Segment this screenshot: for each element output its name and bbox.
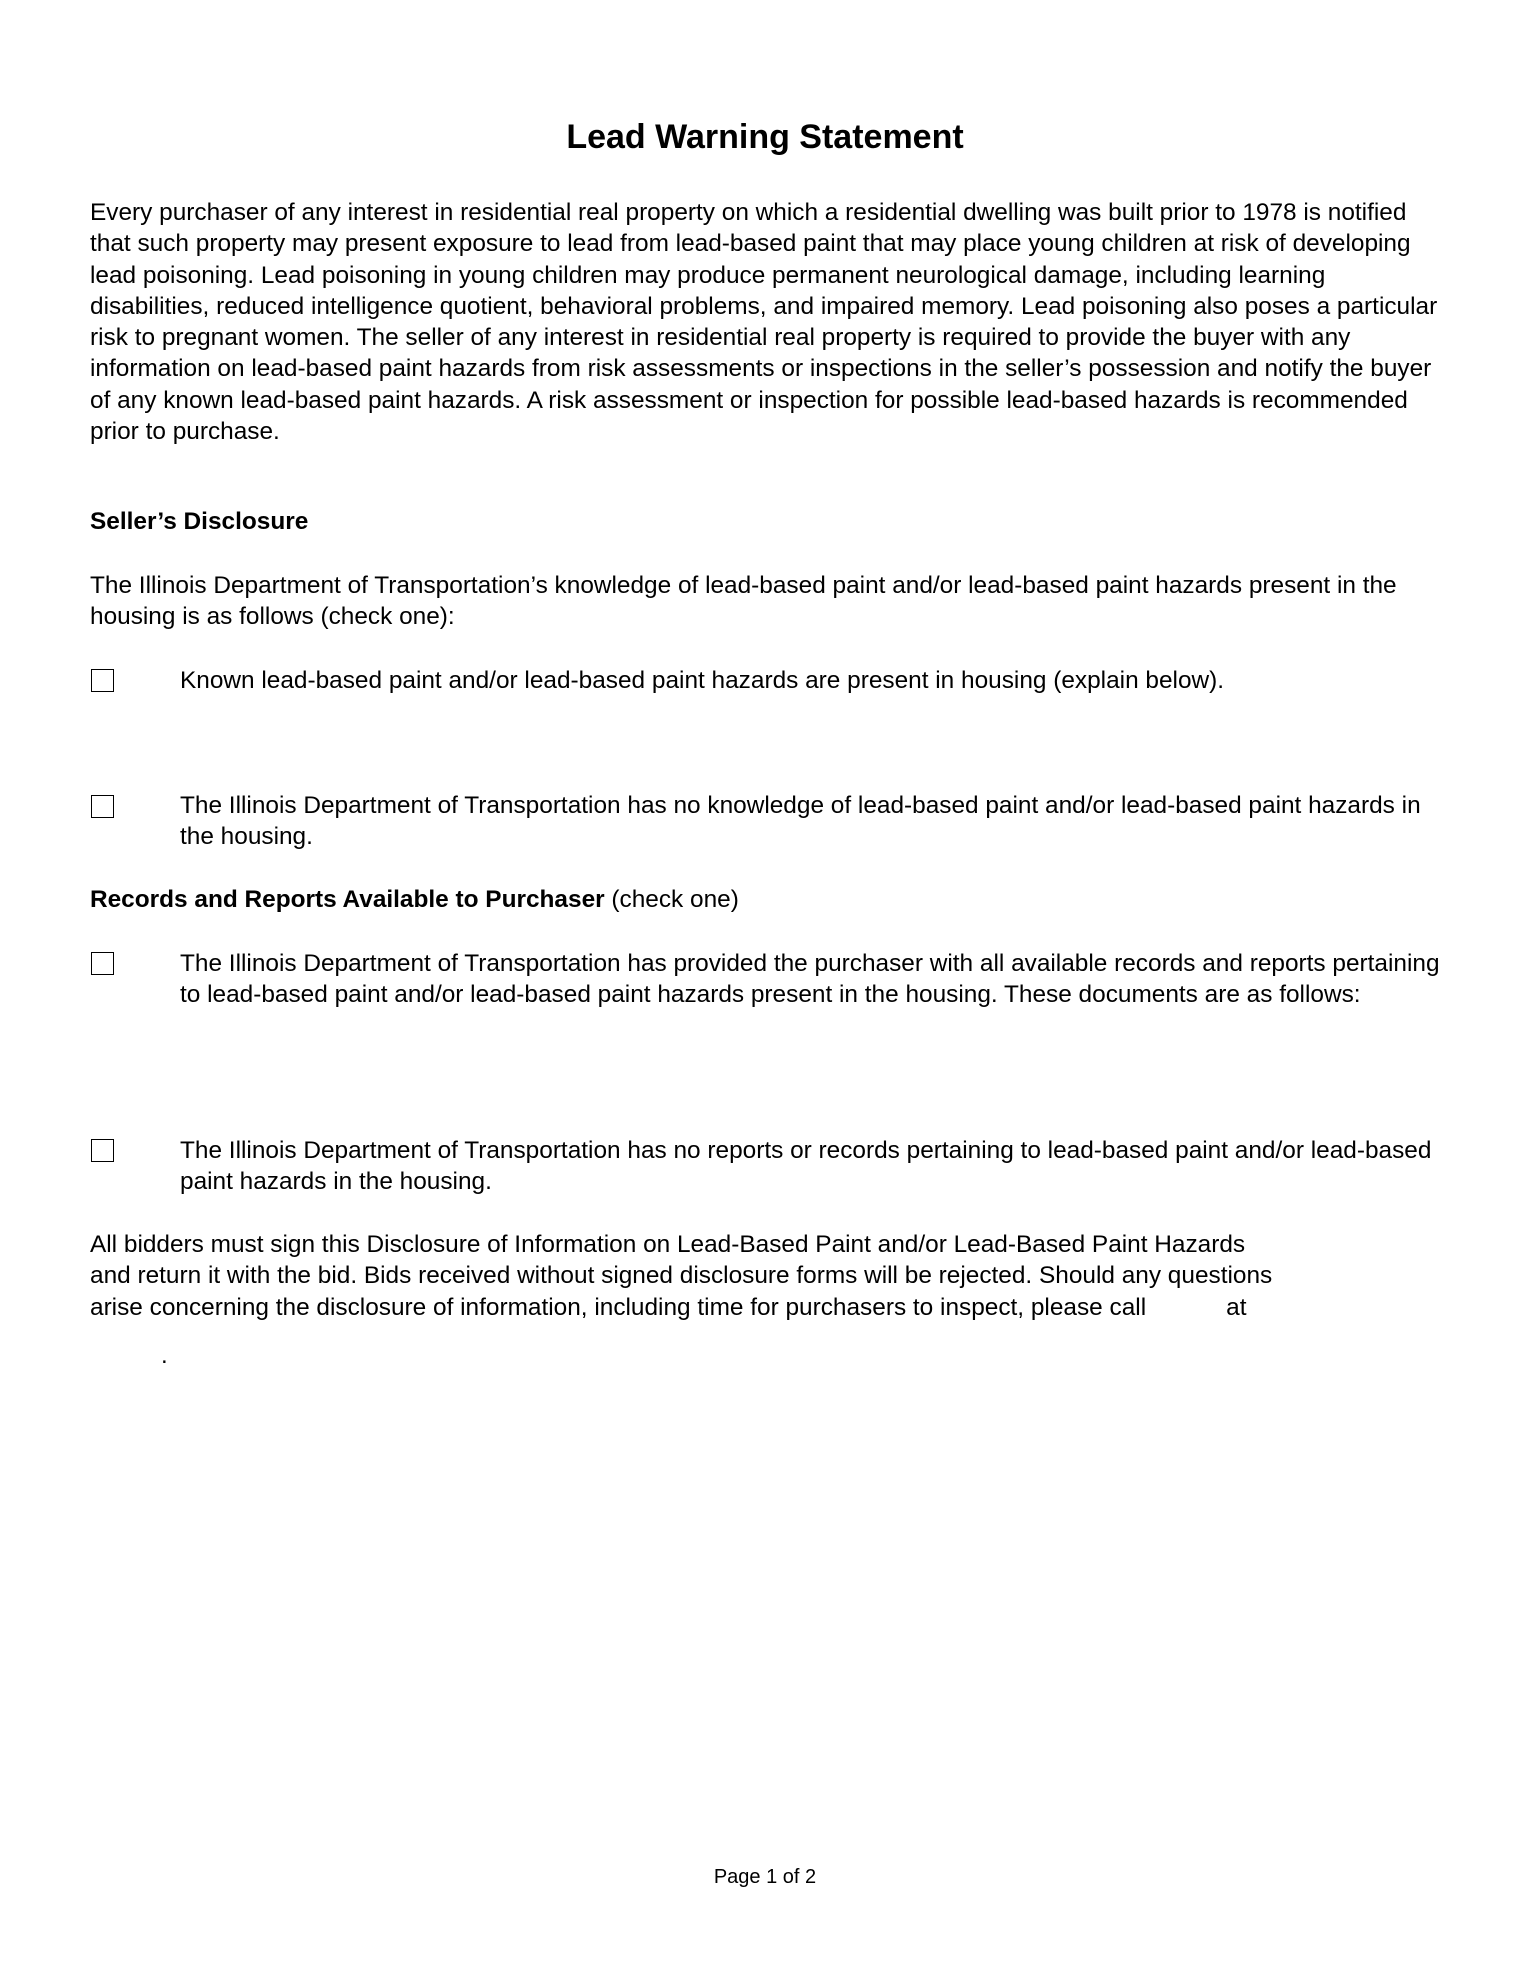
page-number: Page 1 of 2	[713, 1866, 817, 1888]
closing-trailing-period: .	[161, 1342, 168, 1369]
closing-line-3-text: arise concerning the disclosure of information, including time for purchasers to inspect, please call	[90, 1293, 1147, 1321]
sellers-disclosure-prompt: The Illinois Department of Transportation’s knowledge of lead-based paint and/or lead-based paint hazards present in the housing is as follows (check one):	[90, 572, 1397, 631]
records-provided-label: The Illinois Department of Transportation has provided the purchaser with all available records and reports pertaining to lead-based paint and/or lead-based paint hazards present in the housing. These documents are as follows:	[180, 950, 1440, 1009]
page-title: Lead Warning Statement	[566, 118, 964, 156]
closing-line-1: All bidders must sign this Disclosure of Information on Lead-Based Paint and/or Lead-Based Paint Hazards	[90, 1231, 1246, 1258]
closing-line-3	[90, 1292, 1490, 1323]
records-reports-heading-suffix: (check one)	[611, 886, 739, 913]
closing-line-3-at: at	[1226, 1293, 1247, 1321]
no-records-checkbox[interactable]	[91, 1139, 114, 1162]
sellers-disclosure-heading: Seller’s Disclosure	[90, 508, 309, 535]
no-knowledge-label: The Illinois Department of Transportation has no knowledge of lead-based paint and/or lead-based paint hazards in the housing.	[180, 792, 1421, 851]
records-provided-checkbox[interactable]	[91, 952, 114, 975]
known-lead-paint-checkbox[interactable]	[91, 669, 114, 692]
no-records-label: The Illinois Department of Transportation has no reports or records pertaining to lead-based paint and/or lead-based paint hazards in the housing.	[180, 1137, 1432, 1196]
records-reports-heading-text: Records and Reports Available to Purchaser	[90, 886, 605, 913]
records-reports-heading	[90, 886, 739, 914]
closing-paragraph	[90, 1229, 1490, 1323]
known-lead-paint-label: Known lead-based paint and/or lead-based paint hazards are present in housing (explain below).	[180, 667, 1225, 694]
no-knowledge-checkbox[interactable]	[91, 795, 114, 818]
closing-line-2: and return it with the bid. Bids received without signed disclosure forms will be rejected. Should any questions	[90, 1262, 1273, 1290]
lead-warning-paragraph: Every purchaser of any interest in residential real property on which a residential dwelling was built prior to 1978 is notified that such property may present exposure to lead from lead-based paint that may place young children at risk of developing lead poisoning. Lead poisoning in young children may produce permanent neurological damage, including learning disabilities, reduced intelligence quotient, behavioral problems, and impaired memory. Lead poisoning also poses a particular risk to pregnant women. The seller of any interest in residential real property is required to provide the buyer with any information on lead-based paint hazards from risk assessments or inspections in the seller’s possession and notify the buyer of any known lead-based paint hazards. A risk assessment or inspection for possible lead-based hazards is recommended prior to purchase.	[90, 199, 1438, 446]
